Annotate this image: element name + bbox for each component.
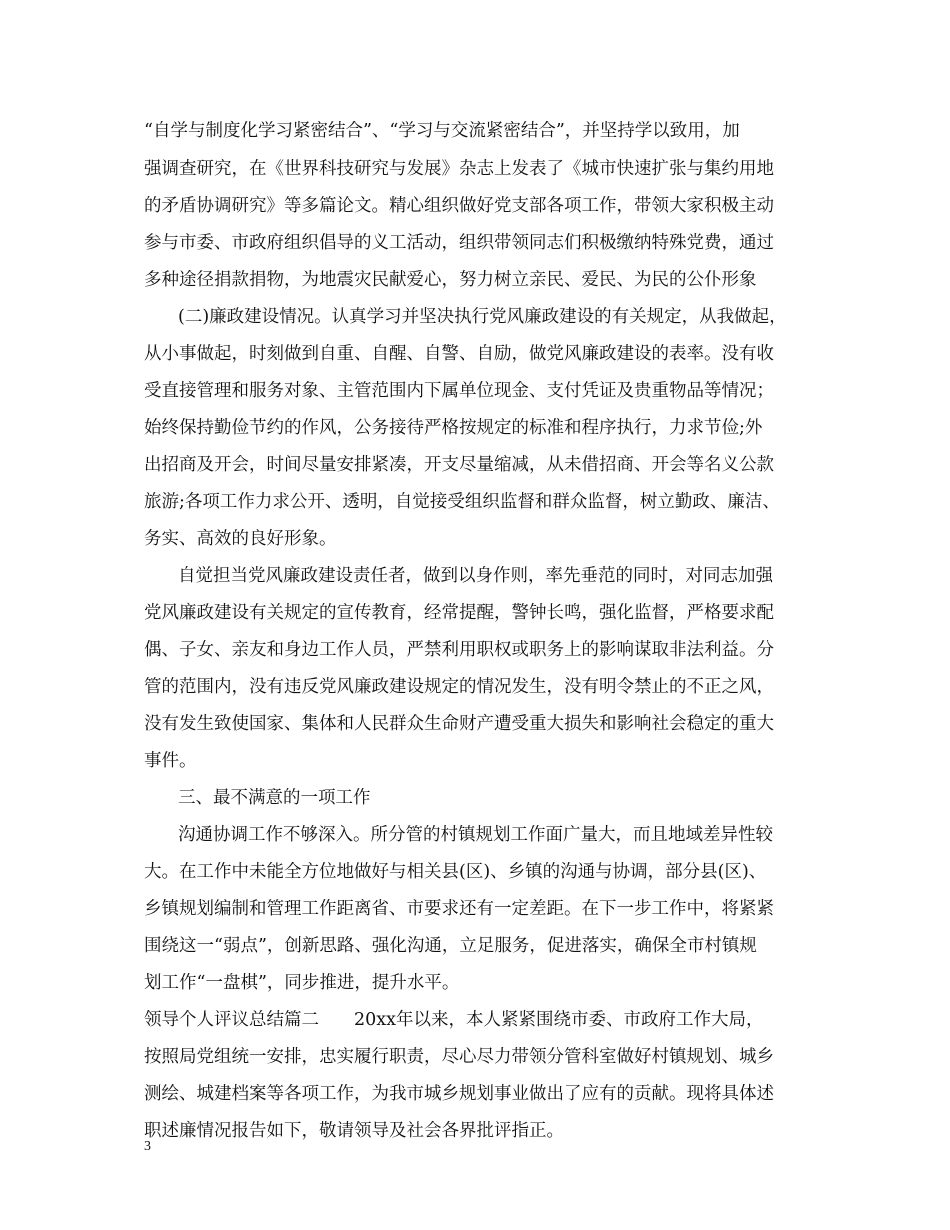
text-line: “自学与制度化学习紧密结合”、“学习与交流紧密结合”，并坚持学以致用，加 [144, 121, 740, 141]
text-line: 测绘、城建档案等各项工作，为我市城乡规划事业做出了应有的贡献。现将具体述 [144, 1084, 774, 1104]
text-line: 偶、子女、亲友和身边工作人员，严禁利用职权或职务上的影响谋取非法利益。分 [144, 640, 774, 660]
text-line: 受直接管理和服务对象、主管范围内下属单位现金、支付凭证及贵重物品等情况； [144, 381, 774, 401]
paragraph-start: 自觉担当党风廉政建设责任者，做到以身作则，率先垂范的同时，对同志加强 [178, 566, 773, 586]
text-line: 多种途径捐款捐物，为地震灾民献爱心，努力树立亲民、爱民、为民的公仆形象 [144, 270, 757, 290]
paragraph-start: (二)廉政建设情况。认真学习并坚决执行党风廉政建设的有关规定，从我做起， [178, 307, 787, 327]
text-line: 务实、高效的良好形象。 [144, 529, 337, 549]
text-line: 围绕这一“弱点”，创新思路、强化沟通，立足服务，促进落实，确保全市村镇规 [144, 936, 757, 956]
text-line: 管的范围内，没有违反党风廉政建设规定的情况发生，没有明令禁止的不正之风， [144, 677, 774, 697]
text-line: 划工作“一盘棋”，同步推进，提升水平。 [144, 973, 460, 993]
text-line: 参与市委、市政府组织倡导的义工活动，组织带领同志们积极缴纳特殊党费，通过 [144, 233, 774, 253]
text-line: 强调查研究，在《世界科技研究与发展》杂志上发表了《城市快速扩张与集约用地 [144, 159, 774, 179]
paragraph-start: 沟通协调工作不够深入。所分管的村镇规划工作面广量大，而且地域差异性较 [178, 825, 773, 845]
text-line: 没有发生致使国家、集体和人民群众生命财产遭受重大损失和影响社会稳定的重大 [144, 714, 774, 734]
text-line: 的矛盾协调研究》等多篇论文。精心组织做好党支部各项工作，带领大家积极主动 [144, 196, 774, 216]
text-line: 大。在工作中未能全方位地做好与相关县(区)、乡镇的沟通与协调，部分县(区)、 [144, 862, 767, 882]
text-line: 乡镇规划编制和管理工作距离省、市要求还有一定差距。在下一步工作中，将紧紧 [144, 899, 774, 919]
page-number: 3 [144, 1139, 151, 1154]
text-line: 党风廉政建设有关规定的宣传教育，经常提醒，警钟长鸣，强化监督，严格要求配 [144, 603, 774, 623]
text-line: 按照局党组统一安排，忠实履行职责，尽心尽力带领分管科室做好村镇规划、城乡 [144, 1047, 774, 1067]
text-line: 事件。 [144, 751, 197, 771]
text-line: 出招商及开会，时间尽量安排紧凑，开支尽量缩减，从未借招商、开会等名义公款 [144, 455, 774, 475]
article-title-line: 领导个人评议总结篇二 20xx年以来，本人紧紧围绕市委、市政府工作大局， [144, 1010, 764, 1030]
text-line: 旅游;各项工作力求公开、透明，自觉接受组织监督和群众监督，树立勤政、廉洁、 [144, 492, 780, 512]
text-line: 职述廉情况报告如下，敬请领导及社会各界批评指正。 [144, 1121, 564, 1141]
text-line: 从小事做起，时刻做到自重、自醒、自警、自励，做党风廉政建设的表率。没有收 [144, 344, 774, 364]
text-line: 始终保持勤俭节约的作风，公务接待严格按规定的标准和程序执行，力求节俭;外 [144, 418, 763, 438]
section-heading: 三、最不满意的一项工作 [178, 788, 371, 808]
